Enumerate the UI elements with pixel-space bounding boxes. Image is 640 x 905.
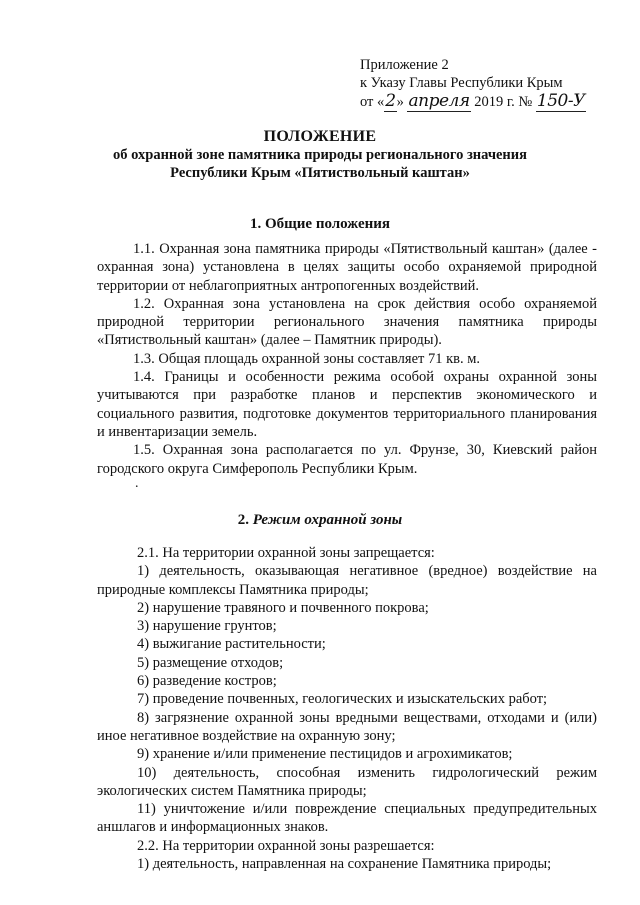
list-item: 7) проведение почвенных, геологических и изыскательских работ; [137, 691, 548, 708]
list-item: 4) выжигание растительности; [137, 636, 326, 653]
appendix-decree: к Указу Главы Республики Крым [360, 75, 563, 91]
title-line-3: Республики Крым «Пятиствольный каштан» [170, 165, 470, 181]
appendix-date-line: от «2» апреля 2019 г. № 150-У [360, 91, 585, 111]
section-2-heading: 2. Режим охранной зоны [237, 512, 403, 528]
handwritten-number: 150-У [536, 91, 585, 111]
clause-1-5: 1.5. Охранная зона располагается по ул. Фрунзе, 30, Киевский район городского округа Симферополь Республики Крым. [97, 442, 597, 477]
list-item: 9) хранение и/или применение пестицидов и агрохимикатов; [137, 746, 513, 763]
clause-1-4: 1.4. Границы и особенности режима особой охраны охранной зоны учитываются при разработке планов и перспектив экономического и социального развития, подготовке документов территориального планирования и инвентаризации земель. [97, 369, 597, 440]
clause-1-3: 1.3. Общая площадь охранной зоны составляет 71 кв. м. [133, 350, 481, 367]
list-item: 10) деятельность, способная изменить гидрологический режим экологических систем Памятника природы; [97, 764, 597, 799]
appendix-number: Приложение 2 [360, 57, 449, 73]
handwritten-month: апреля [408, 91, 470, 111]
clause-1-2: 1.2. Охранная зона установлена на срок действия особо охраняемой природной территории регионального значения памятника природы «Пятиствольный каштан» (далее – Памятник природы). [97, 295, 597, 349]
stray-dot: . [135, 476, 139, 491]
section-2-body [97, 544, 597, 873]
list-item: 2) нарушение травяного и почвенного покрова; [137, 599, 429, 616]
list-item: 5) размещение отходов; [137, 654, 284, 671]
list-item: 1) деятельность, оказывающая негативное (вредное) воздействие на природные комплексы Памятника природы; [97, 563, 597, 598]
handwritten-day: 2 [385, 91, 396, 111]
list-item: 11) уничтожение и/или повреждение специальных предупредительных аншлагов и информационных знаков. [97, 801, 597, 836]
clause-2-2: 2.2. На территории охранной зоны разрешается: [137, 837, 435, 854]
section-1-heading: 1. Общие положения [249, 216, 391, 232]
list-item: 8) загрязнение охранной зоны вредными веществами, отходами и (или) иное негативное воздействие на охранную зону; [97, 709, 597, 744]
section-1-body [97, 240, 597, 478]
title-line-2: об охранной зоне памятника природы регионального значения [113, 147, 527, 163]
appendix-block [360, 56, 586, 111]
clause-1-1: 1.1. Охранная зона памятника природы «Пятиствольный каштан» (далее - охранная зона) установлена в целях защиты особо охраняемой природной территории от неблагоприятных антропогенных воздействий. [97, 241, 597, 294]
list-item: 6) разведение костров; [137, 673, 277, 690]
document-title [0, 128, 640, 182]
list-item: 3) нарушение грунтов; [137, 618, 277, 635]
title-main: ПОЛОЖЕНИЕ [263, 128, 377, 145]
clause-2-1: 2.1. На территории охранной зоны запрещается: [137, 545, 435, 561]
list-item: 1) деятельность, направленная на сохранение Памятника природы; [137, 856, 552, 873]
